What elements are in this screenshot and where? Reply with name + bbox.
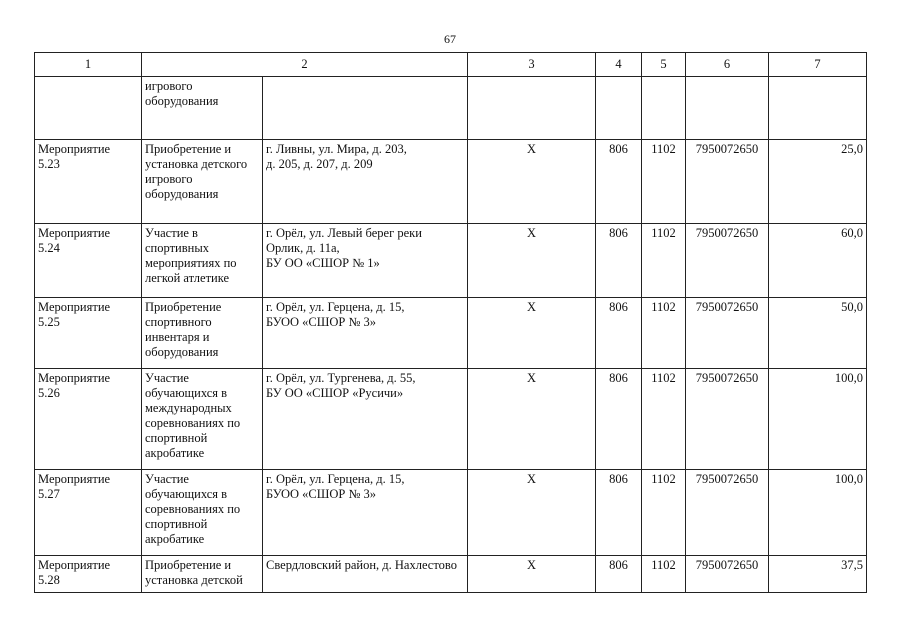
row-col5-cell: 1102 [642, 369, 686, 470]
row-col3-cell: X [468, 298, 596, 369]
row-address-cell: г. Ливны, ул. Мира, д. 203, д. 205, д. 207, д. 209 [263, 140, 468, 224]
row-col6-cell [686, 77, 769, 140]
header-col-7: 7 [769, 53, 867, 77]
row-address-cell: г. Орёл, ул. Левый берег реки Орлик, д. 11а, БУ ОО «СШОР № 1» [263, 224, 468, 298]
row-name-cell: Участие обучающихся в международных соревнованиях по спортивной акробатике [142, 369, 263, 470]
table-row [35, 556, 867, 593]
page-number: 67 [444, 32, 456, 46]
row-col4-cell: 806 [596, 224, 642, 298]
header-col-1: 1 [35, 53, 142, 77]
row-col3-cell: X [468, 556, 596, 593]
row-col5-cell: 1102 [642, 470, 686, 556]
row-address-cell: г. Орёл, ул. Тургенева, д. 55, БУ ОО «СШОР «Русичи» [263, 369, 468, 470]
row-col3-cell: X [468, 369, 596, 470]
row-name-cell: игрового оборудования [142, 77, 263, 140]
table-row [35, 140, 867, 224]
row-col7-cell: 37,5 [769, 556, 867, 593]
row-name-cell: Участие в спортивных мероприятиях по легкой атлетике [142, 224, 263, 298]
row-col4-cell: 806 [596, 556, 642, 593]
row-col3-cell: X [468, 470, 596, 556]
row-col6-cell: 7950072650 [686, 140, 769, 224]
row-col4-cell: 806 [596, 369, 642, 470]
row-address-cell: г. Орёл, ул. Герцена, д. 15, БУОО «СШОР № 3» [263, 298, 468, 369]
row-id-cell: Мероприятие 5.27 [35, 470, 142, 556]
row-col7-cell: 60,0 [769, 224, 867, 298]
row-col4-cell: 806 [596, 298, 642, 369]
header-col-2: 2 [142, 53, 468, 77]
row-col3-cell: X [468, 224, 596, 298]
table-row [35, 298, 867, 369]
row-col4-cell: 806 [596, 140, 642, 224]
row-col5-cell: 1102 [642, 140, 686, 224]
row-id-cell: Мероприятие 5.23 [35, 140, 142, 224]
row-col7-cell [769, 77, 867, 140]
row-name-cell: Участие обучающихся в соревнованиях по спортивной акробатике [142, 470, 263, 556]
table-row [35, 224, 867, 298]
row-col5-cell [642, 77, 686, 140]
row-col7-cell: 25,0 [769, 140, 867, 224]
row-id-cell: Мероприятие 5.25 [35, 298, 142, 369]
row-col7-cell: 100,0 [769, 470, 867, 556]
row-col7-cell: 100,0 [769, 369, 867, 470]
row-address-cell: Свердловский район, д. Нахлестово [263, 556, 468, 593]
row-address-cell: г. Орёл, ул. Герцена, д. 15, БУОО «СШОР № 3» [263, 470, 468, 556]
row-id-cell: Мероприятие 5.28 [35, 556, 142, 593]
table-header-row [35, 53, 867, 77]
row-col4-cell [596, 77, 642, 140]
header-col-6: 6 [686, 53, 769, 77]
table-row [35, 470, 867, 556]
row-col6-cell: 7950072650 [686, 298, 769, 369]
row-name-cell: Приобретение и установка детской [142, 556, 263, 593]
row-id-cell: Мероприятие 5.24 [35, 224, 142, 298]
header-col-5: 5 [642, 53, 686, 77]
row-col6-cell: 7950072650 [686, 470, 769, 556]
row-col4-cell: 806 [596, 470, 642, 556]
header-col-3: 3 [468, 53, 596, 77]
row-col3-cell: X [468, 140, 596, 224]
budget-table [34, 52, 867, 593]
table-row [35, 77, 867, 140]
row-col5-cell: 1102 [642, 556, 686, 593]
row-address-cell [263, 77, 468, 140]
row-col7-cell: 50,0 [769, 298, 867, 369]
row-name-cell: Приобретение спортивного инвентаря и оборудования [142, 298, 263, 369]
row-id-cell [35, 77, 142, 140]
row-col5-cell: 1102 [642, 224, 686, 298]
row-col5-cell: 1102 [642, 298, 686, 369]
row-col3-cell [468, 77, 596, 140]
row-col6-cell: 7950072650 [686, 369, 769, 470]
table-row [35, 369, 867, 470]
row-col6-cell: 7950072650 [686, 224, 769, 298]
row-name-cell: Приобретение и установка детского игрового оборудования [142, 140, 263, 224]
row-id-cell: Мероприятие 5.26 [35, 369, 142, 470]
row-col6-cell: 7950072650 [686, 556, 769, 593]
header-col-4: 4 [596, 53, 642, 77]
